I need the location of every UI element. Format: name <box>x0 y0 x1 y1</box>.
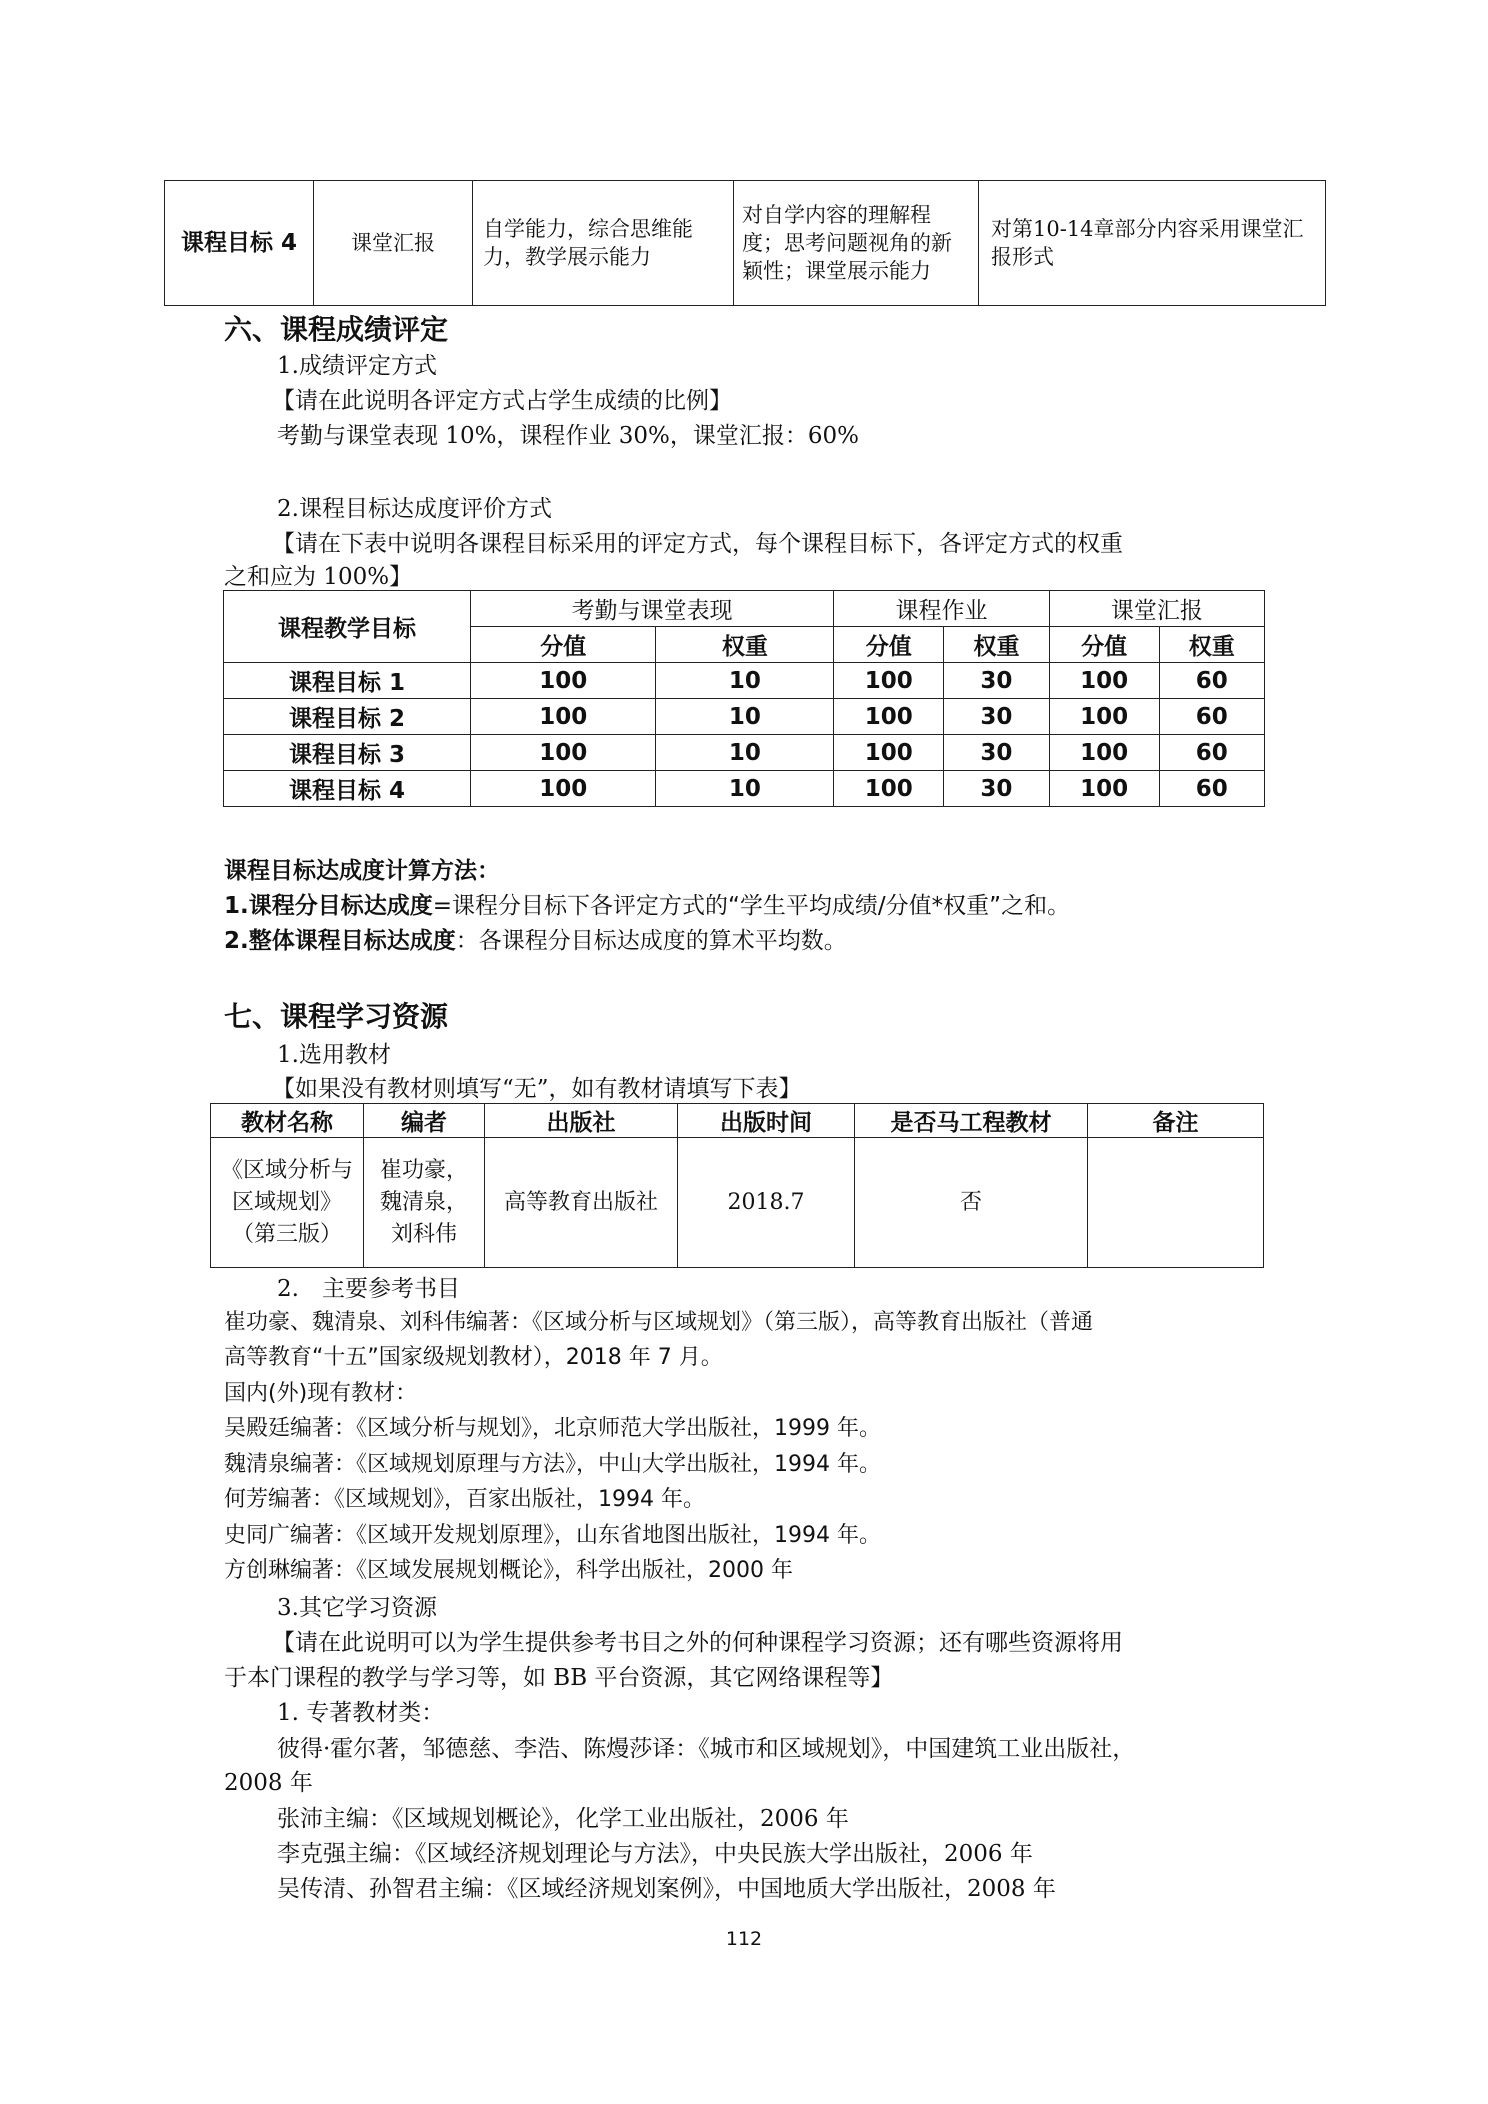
reference-line: 高等教育“十五”国家级规划教材），2018 年 7 月。 <box>224 1345 723 1370</box>
evaluation-table <box>223 590 1265 807</box>
table-row <box>211 1138 1264 1268</box>
row-header: 课程目标 4 <box>224 771 471 807</box>
sub-header: 分值 <box>1049 627 1159 663</box>
sub-header: 分值 <box>471 627 656 663</box>
note-cell: 对第10-14章部分内容采用课堂汇报形式 <box>979 181 1326 306</box>
value-cell: 30 <box>944 735 1049 771</box>
column-header: 出版社 <box>485 1104 678 1138</box>
criteria-cell: 对自学内容的理解程度；思考问题视角的新颖性；课堂展示能力 <box>734 181 979 306</box>
column-header: 编者 <box>364 1104 485 1138</box>
sub-header: 权重 <box>656 627 834 663</box>
table-row <box>224 663 1265 699</box>
row-header: 课程目标 3 <box>224 735 471 771</box>
column-header: 是否马工程教材 <box>855 1104 1088 1138</box>
calc-line-1 <box>224 887 1070 920</box>
resource-line: 2008 年 <box>224 1770 313 1796</box>
book-editor-cell: 崔功豪，魏清泉，刘科伟 <box>364 1138 485 1268</box>
value-cell: 60 <box>1159 735 1264 771</box>
ratio-text: 考勤与课堂表现 10%，课程作业 30%，课堂汇报：60% <box>277 423 859 449</box>
section-7-title: 七、课程学习资源 <box>224 1000 449 1033</box>
value-cell: 100 <box>834 735 944 771</box>
value-cell: 30 <box>944 699 1049 735</box>
textbook-table <box>210 1103 1264 1268</box>
table-row <box>211 1104 1264 1138</box>
calc-line-2 <box>224 922 847 955</box>
calc-line-2-label: 2.整体课程目标达成度 <box>224 928 456 954</box>
assessment-table-top <box>164 180 1326 306</box>
value-cell: 100 <box>471 699 656 735</box>
hint-text: 【如果没有教材则填写“无”，如有教材请填写下表】 <box>272 1076 802 1102</box>
group-header: 课程作业 <box>834 591 1049 627</box>
resource-line: 彼得·霍尔著，邹德慈、李浩、陈熳莎译：《城市和区域规划》，中国建筑工业出版社， <box>277 1736 1136 1762</box>
subsection-1: 1.成绩评定方式 <box>277 353 437 379</box>
reference-line: 史同广编著：《区域开发规划原理》，山东省地图出版社，1994 年。 <box>224 1523 881 1548</box>
value-cell: 10 <box>656 663 834 699</box>
resource-line: 李克强主编：《区域经济规划理论与方法》，中央民族大学出版社，2006 年 <box>277 1841 1033 1867</box>
hint-text: 于本门课程的教学与学习等，如 BB 平台资源，其它网络课程等】 <box>224 1665 894 1691</box>
reference-heading: 国内(外)现有教材： <box>224 1381 418 1406</box>
reference-line: 崔功豪、魏清泉、刘科伟编著：《区域分析与区域规划》（第三版），高等教育出版社（普通 <box>224 1310 1094 1335</box>
value-cell: 60 <box>1159 771 1264 807</box>
subsection-3: 3.其它学习资源 <box>277 1595 437 1621</box>
reference-line: 方创琳编著：《区域发展规划概论》，科学出版社，2000 年 <box>224 1558 793 1583</box>
group-header: 课堂汇报 <box>1049 591 1264 627</box>
value-cell: 100 <box>834 663 944 699</box>
table-row <box>165 181 1326 306</box>
table-row <box>224 699 1265 735</box>
page-number: 112 <box>725 1928 763 1950</box>
calc-line-1-text: =课程分目标下各评定方式的“学生平均成绩/分值*权重”之和。 <box>432 893 1071 919</box>
value-cell: 100 <box>834 699 944 735</box>
value-cell: 100 <box>1049 663 1159 699</box>
sub-header: 权重 <box>944 627 1049 663</box>
value-cell: 10 <box>656 771 834 807</box>
table-row <box>224 591 1265 627</box>
value-cell: 30 <box>944 663 1049 699</box>
corner-header: 课程教学目标 <box>224 591 471 663</box>
value-cell: 100 <box>471 663 656 699</box>
value-cell: 100 <box>834 771 944 807</box>
value-cell: 100 <box>1049 735 1159 771</box>
calc-line-2-text: ：各课程分目标达成度的算术平均数。 <box>455 928 847 954</box>
value-cell: 60 <box>1159 663 1264 699</box>
value-cell: 30 <box>944 771 1049 807</box>
column-header: 出版时间 <box>678 1104 855 1138</box>
row-header: 课程目标 1 <box>224 663 471 699</box>
value-cell: 60 <box>1159 699 1264 735</box>
value-cell: 100 <box>1049 699 1159 735</box>
row-header: 课程目标 2 <box>224 699 471 735</box>
method-cell: 课堂汇报 <box>314 181 473 306</box>
calc-title: 课程目标达成度计算方法： <box>224 858 500 884</box>
calc-line-1-label: 1.课程分目标达成度 <box>224 893 433 919</box>
hint-text: 之和应为 100%】 <box>224 564 413 590</box>
section-6-title: 六、课程成绩评定 <box>224 313 449 346</box>
goal-cell: 课程目标 4 <box>165 181 314 306</box>
subsection-1: 1.选用教材 <box>277 1042 391 1068</box>
hint-text: 【请在下表中说明各课程目标采用的评定方式，每个课程目标下，各评定方式的权重 <box>272 531 1123 557</box>
hint-text: 【请在此说明各评定方式占学生成绩的比例】 <box>272 388 732 414</box>
value-cell: 10 <box>656 699 834 735</box>
table-row <box>224 735 1265 771</box>
group-header: 考勤与课堂表现 <box>471 591 834 627</box>
column-header: 备注 <box>1088 1104 1264 1138</box>
book-date-cell: 2018.7 <box>678 1138 855 1268</box>
ability-cell: 自学能力，综合思维能力，教学展示能力 <box>473 181 734 306</box>
sub-header: 权重 <box>1159 627 1264 663</box>
value-cell: 100 <box>471 735 656 771</box>
sub-header: 分值 <box>834 627 944 663</box>
value-cell: 10 <box>656 735 834 771</box>
table-row <box>224 771 1265 807</box>
value-cell: 100 <box>471 771 656 807</box>
resource-line: 张沛主编：《区域规划概论》，化学工业出版社，2006 年 <box>277 1806 849 1832</box>
subsection-2: 2.课程目标达成度评价方式 <box>277 496 552 522</box>
book-note-cell <box>1088 1138 1264 1268</box>
reference-line: 吴殿廷编著：《区域分析与规划》，北京师范大学出版社，1999 年。 <box>224 1416 881 1441</box>
book-name-cell: 《区域分析与区域规划》（第三版） <box>211 1138 364 1268</box>
hint-text: 【请在此说明可以为学生提供参考书目之外的何种课程学习资源；还有哪些资源将用 <box>272 1630 1123 1656</box>
value-cell: 100 <box>1049 771 1159 807</box>
book-publisher-cell: 高等教育出版社 <box>485 1138 678 1268</box>
resource-line: 吴传清、孙智君主编：《区域经济规划案例》，中国地质大学出版社，2008 年 <box>277 1876 1056 1902</box>
category-heading: 1. 专著教材类： <box>277 1700 445 1726</box>
column-header: 教材名称 <box>211 1104 364 1138</box>
reference-line: 魏清泉编著：《区域规划原理与方法》，中山大学出版社，1994 年。 <box>224 1452 881 1477</box>
reference-line: 何芳编著：《区域规划》，百家出版社，1994 年。 <box>224 1487 705 1512</box>
book-ma-cell: 否 <box>855 1138 1088 1268</box>
subsection-2: 2. 主要参考书目 <box>277 1276 460 1302</box>
